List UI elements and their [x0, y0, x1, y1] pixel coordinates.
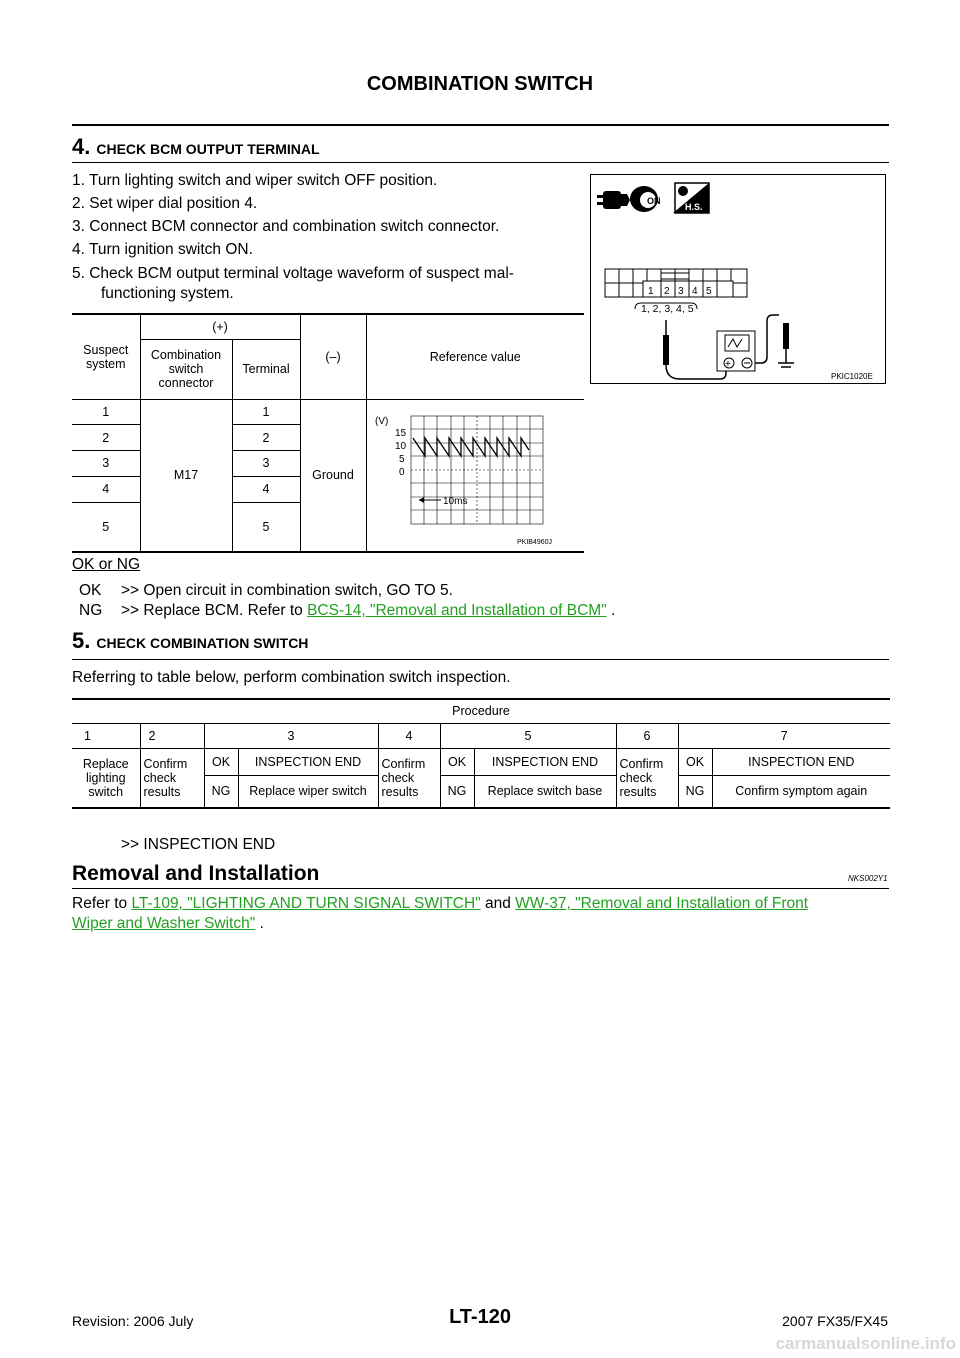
replace-lighting-switch: Replace lighting switch: [72, 748, 140, 808]
ng-2: NG: [440, 775, 474, 808]
pin-1: 1: [648, 286, 654, 297]
pin-3: 3: [678, 286, 684, 297]
step-5-heading: [72, 628, 308, 654]
row-system-3: 3: [72, 451, 140, 477]
y-label-5: 5: [399, 453, 405, 465]
row-terminal-1: 1: [232, 399, 300, 425]
waveform-graph: [367, 400, 583, 548]
removal-text-start: Refer to: [72, 895, 128, 912]
waveform-grid: [411, 416, 543, 524]
removal-line-1: [72, 895, 808, 913]
ng-3: NG: [678, 775, 712, 808]
procedure-header: Procedure: [72, 699, 890, 723]
time-label: 10ms: [443, 495, 468, 507]
col-minus: (–): [300, 314, 366, 399]
instruction-3: 3. Connect BCM connector and combination switch connector.: [72, 218, 500, 235]
pin-5: 5: [706, 286, 712, 297]
badge-on: ON: [647, 196, 661, 206]
inspection-end-1: INSPECTION END: [238, 748, 378, 775]
col-2: 2: [140, 723, 204, 748]
row-terminal-2: 2: [232, 425, 300, 451]
inspection-end-2: INSPECTION END: [474, 748, 616, 775]
confirm-results-1: Confirm check results: [140, 748, 204, 808]
connector-m17: M17: [140, 399, 232, 552]
step-5-rule: [72, 659, 889, 660]
pin-4: 4: [692, 286, 698, 297]
instruction-5: 5. Check BCM output terminal voltage waveform of suspect mal-: [72, 265, 514, 282]
y-label-10: 10: [395, 440, 407, 452]
inspection-end-3: INSPECTION END: [712, 748, 890, 775]
connector-figure: [590, 174, 886, 384]
section-code: NKS002Y1: [848, 874, 888, 883]
confirm-symptom-again: Confirm symptom again: [735, 784, 868, 799]
row-system-2: 2: [72, 425, 140, 451]
waveform-code: PKIB4960J: [517, 538, 553, 546]
svg-text:+: +: [725, 359, 731, 370]
ok-label: OK: [79, 582, 102, 599]
bcs-14-link[interactable]: BCS-14, "Removal and Installation of BCM": [307, 602, 607, 619]
instruction-4: 4. Turn ignition switch ON.: [72, 241, 253, 258]
step-5-number: 5.: [72, 628, 91, 653]
step-4-rule: [72, 162, 889, 163]
lt-109-link[interactable]: LT-109, "LIGHTING AND TURN SIGNAL SWITCH": [131, 895, 481, 912]
step-4-title: CHECK BCM OUTPUT TERMINAL: [96, 141, 320, 157]
col-3: 3: [204, 723, 378, 748]
col-connector: Combination switch connector: [140, 339, 232, 399]
row-terminal-4: 4: [232, 476, 300, 502]
removal-text-end: .: [259, 915, 264, 932]
result-heading: OK or NG: [72, 556, 141, 573]
waveform-unit: (V): [375, 415, 389, 427]
model-text: 2007 FX35/FX45: [782, 1313, 888, 1329]
y-label-0: 0: [399, 466, 405, 478]
row-system-5: 5: [72, 502, 140, 552]
revision-text: Revision: 2006 July: [72, 1313, 194, 1329]
figure-code: PKIC1020E: [831, 372, 873, 381]
ok-1: OK: [204, 748, 238, 775]
step-4-heading: [72, 134, 320, 160]
ng-end: .: [611, 602, 616, 619]
confirm-results-3: Confirm check results: [616, 748, 678, 808]
waveform-cell: [366, 399, 584, 552]
removal-line-2: [72, 915, 264, 933]
col-reference-value: Reference value: [366, 314, 584, 399]
step-4-number: 4.: [72, 134, 91, 159]
connector-face: [605, 269, 747, 297]
ok-text: >> Open circuit in combination switch, GO TO 5.: [121, 582, 453, 599]
section-heading: Removal and Installation: [72, 862, 320, 885]
y-label-15: 15: [395, 427, 407, 439]
ok-2: OK: [440, 748, 474, 775]
replace-switch-base: Replace switch base: [474, 775, 616, 808]
row-terminal-5: 5: [232, 502, 300, 552]
header-rule: [72, 124, 889, 126]
procedure-table: [72, 698, 890, 809]
ww-37-link[interactable]: WW-37, "Removal and Installation of Front: [515, 895, 809, 912]
col-suspect-system: Suspect system: [72, 314, 140, 399]
instruction-1: 1. Turn lighting switch and wiper switch OFF position.: [72, 172, 438, 189]
section-rule: [72, 888, 889, 889]
page-number: LT-120: [449, 1306, 511, 1328]
col-terminal: Terminal: [232, 339, 300, 399]
col-6: 6: [616, 723, 678, 748]
row-terminal-3: 3: [232, 451, 300, 477]
ground-cell: Ground: [300, 399, 366, 552]
oscilloscope-probe: [663, 315, 794, 379]
confirm-results-2: Confirm check results: [378, 748, 440, 808]
page-title: COMBINATION SWITCH: [366, 73, 594, 95]
badge-hs: H.S.: [685, 202, 703, 212]
ok-3: OK: [678, 748, 712, 775]
instruction-5-cont: functioning system.: [101, 285, 234, 302]
bcm-output-table: [72, 313, 584, 553]
replace-wiper-switch: Replace wiper switch: [238, 775, 378, 808]
ng-text: >> Replace BCM. Refer to: [121, 602, 303, 619]
row-system-4: 4: [72, 476, 140, 502]
removal-text-mid: and: [484, 895, 511, 912]
watermark: carmanualsonline.info: [775, 1334, 956, 1353]
step-5-intro: Referring to table below, perform combination switch inspection.: [72, 669, 511, 686]
col-7: 7: [678, 723, 890, 748]
ng-label: NG: [79, 602, 103, 619]
step-5-title: CHECK COMBINATION SWITCH: [96, 635, 309, 651]
instruction-2: 2. Set wiper dial position 4.: [72, 195, 258, 212]
waveform-trace: [413, 438, 529, 456]
ng-1: NG: [204, 775, 238, 808]
col-plus: (+): [140, 314, 300, 339]
ng-line: [121, 602, 615, 620]
step-5-end: >> INSPECTION END: [121, 836, 276, 853]
pin-2: 2: [664, 286, 670, 297]
col-1: 1: [72, 723, 140, 748]
pin-label: 1, 2, 3, 4, 5: [641, 303, 694, 315]
col-5: 5: [440, 723, 616, 748]
connector-icon: [597, 191, 630, 209]
ww-37-link-cont[interactable]: Wiper and Washer Switch": [72, 915, 256, 932]
col-4: 4: [378, 723, 440, 748]
row-system-1: 1: [72, 399, 140, 425]
